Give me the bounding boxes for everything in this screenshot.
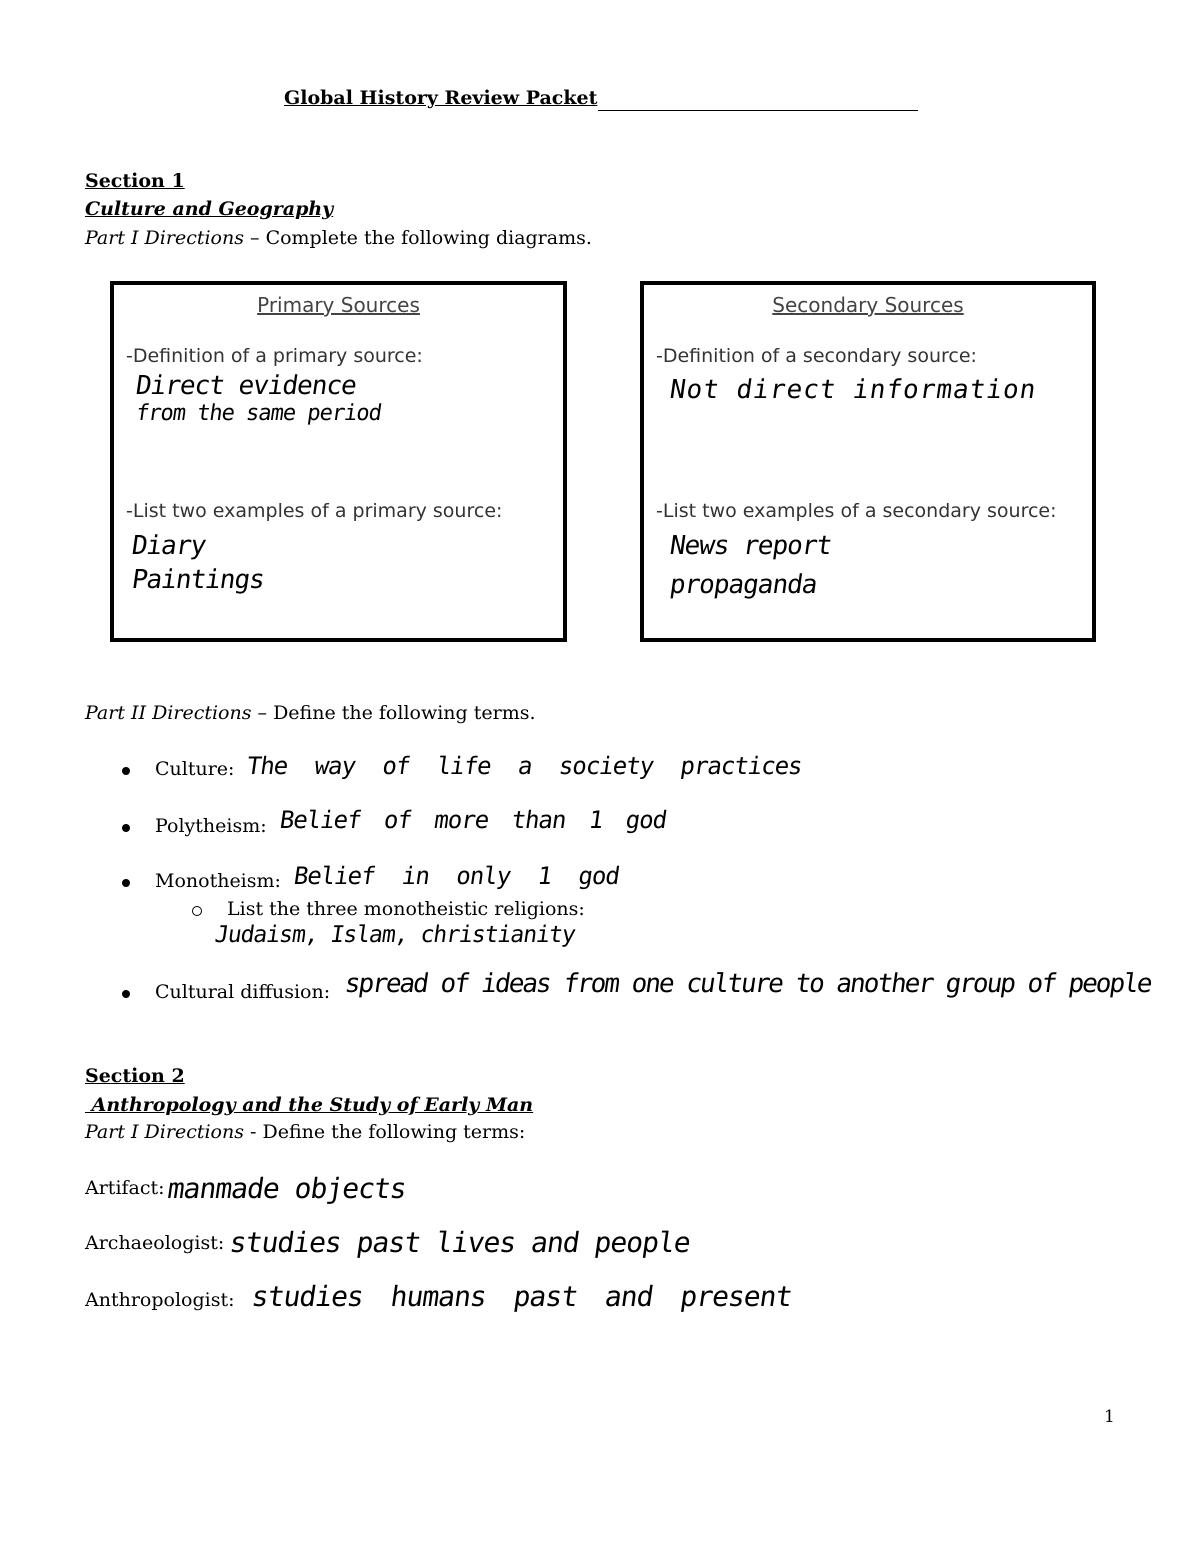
secondary-example-2: propaganda [667, 570, 819, 600]
artifact-answer: manmade objects [165, 1172, 409, 1205]
term-diffusion-label: Cultural diffusion: [155, 981, 331, 1003]
section-1-part1-directions [85, 227, 592, 249]
secondary-definition-label: -Definition of a secondary source: [656, 345, 977, 367]
section-2-subheading: Anthropology and the Study of Early Man [85, 1094, 534, 1116]
section-2-part1-label: Part I Directions [85, 1121, 244, 1143]
term-culture-label: Culture: [155, 758, 235, 780]
primary-examples-label: -List two examples of a primary source: [126, 500, 503, 522]
term-diffusion-answer: spread of ideas from one culture to another group of people [342, 969, 1153, 999]
monotheistic-answer: Judaism, Islam, christianity [213, 922, 577, 948]
section-2-heading: Section 2 [85, 1065, 185, 1087]
page-number: 1 [1104, 1407, 1115, 1427]
monotheistic-prompt: List the three monotheistic religions: [227, 898, 585, 920]
term-monotheism-answer: Belief in only 1 god [292, 862, 621, 890]
part1-text: – Complete the following diagrams. [243, 227, 592, 249]
artifact-label: Artifact: [85, 1177, 165, 1199]
anthropologist-answer: studies humans past and present [249, 1280, 794, 1313]
archaeologist-label: Archaeologist: [85, 1232, 225, 1254]
secondary-example-1: News report [667, 531, 834, 561]
primary-definition-label: -Definition of a primary source: [126, 345, 423, 367]
section-2-part1-directions [85, 1121, 525, 1143]
bullet-icon [122, 879, 130, 887]
secondary-sources-title: Secondary Sources [772, 293, 964, 317]
primary-example-1: Diary [129, 531, 208, 561]
section-1-heading: Section 1 [85, 170, 185, 192]
secondary-examples-label: -List two examples of a secondary source: [656, 500, 1057, 522]
part2-text: – Define the following terms. [251, 702, 536, 724]
secondary-definition-answer: Not direct information [667, 375, 1039, 405]
primary-definition-answer-line1: Direct evidence [133, 371, 358, 401]
section-2-part1-text: - Define the following terms: [243, 1121, 526, 1143]
section-1-subheading: Culture and Geography [85, 198, 334, 220]
primary-example-2: Paintings [129, 565, 266, 595]
primary-sources-box [110, 281, 567, 642]
part2-label: Part II Directions [85, 702, 252, 724]
part1-label: Part I Directions [85, 227, 244, 249]
term-polytheism-label: Polytheism: [155, 815, 267, 837]
section-1-part2-directions [85, 702, 536, 724]
title-underline [598, 110, 918, 111]
secondary-sources-box [640, 281, 1096, 642]
sub-bullet-icon [192, 906, 202, 916]
term-culture-answer: The way of life a society practices [245, 752, 804, 780]
bullet-icon [122, 990, 130, 998]
bullet-icon [122, 824, 130, 832]
archaeologist-answer: studies past lives and people [227, 1226, 693, 1259]
term-monotheism-label: Monotheism: [155, 870, 281, 892]
primary-definition-answer-line2: from the same period [134, 401, 383, 426]
anthropologist-label: Anthropologist: [85, 1289, 235, 1311]
term-polytheism-answer: Belief of more than 1 god [278, 806, 669, 834]
primary-sources-title: Primary Sources [257, 293, 420, 317]
page-title: Global History Review Packet [284, 87, 598, 109]
bullet-icon [122, 767, 130, 775]
